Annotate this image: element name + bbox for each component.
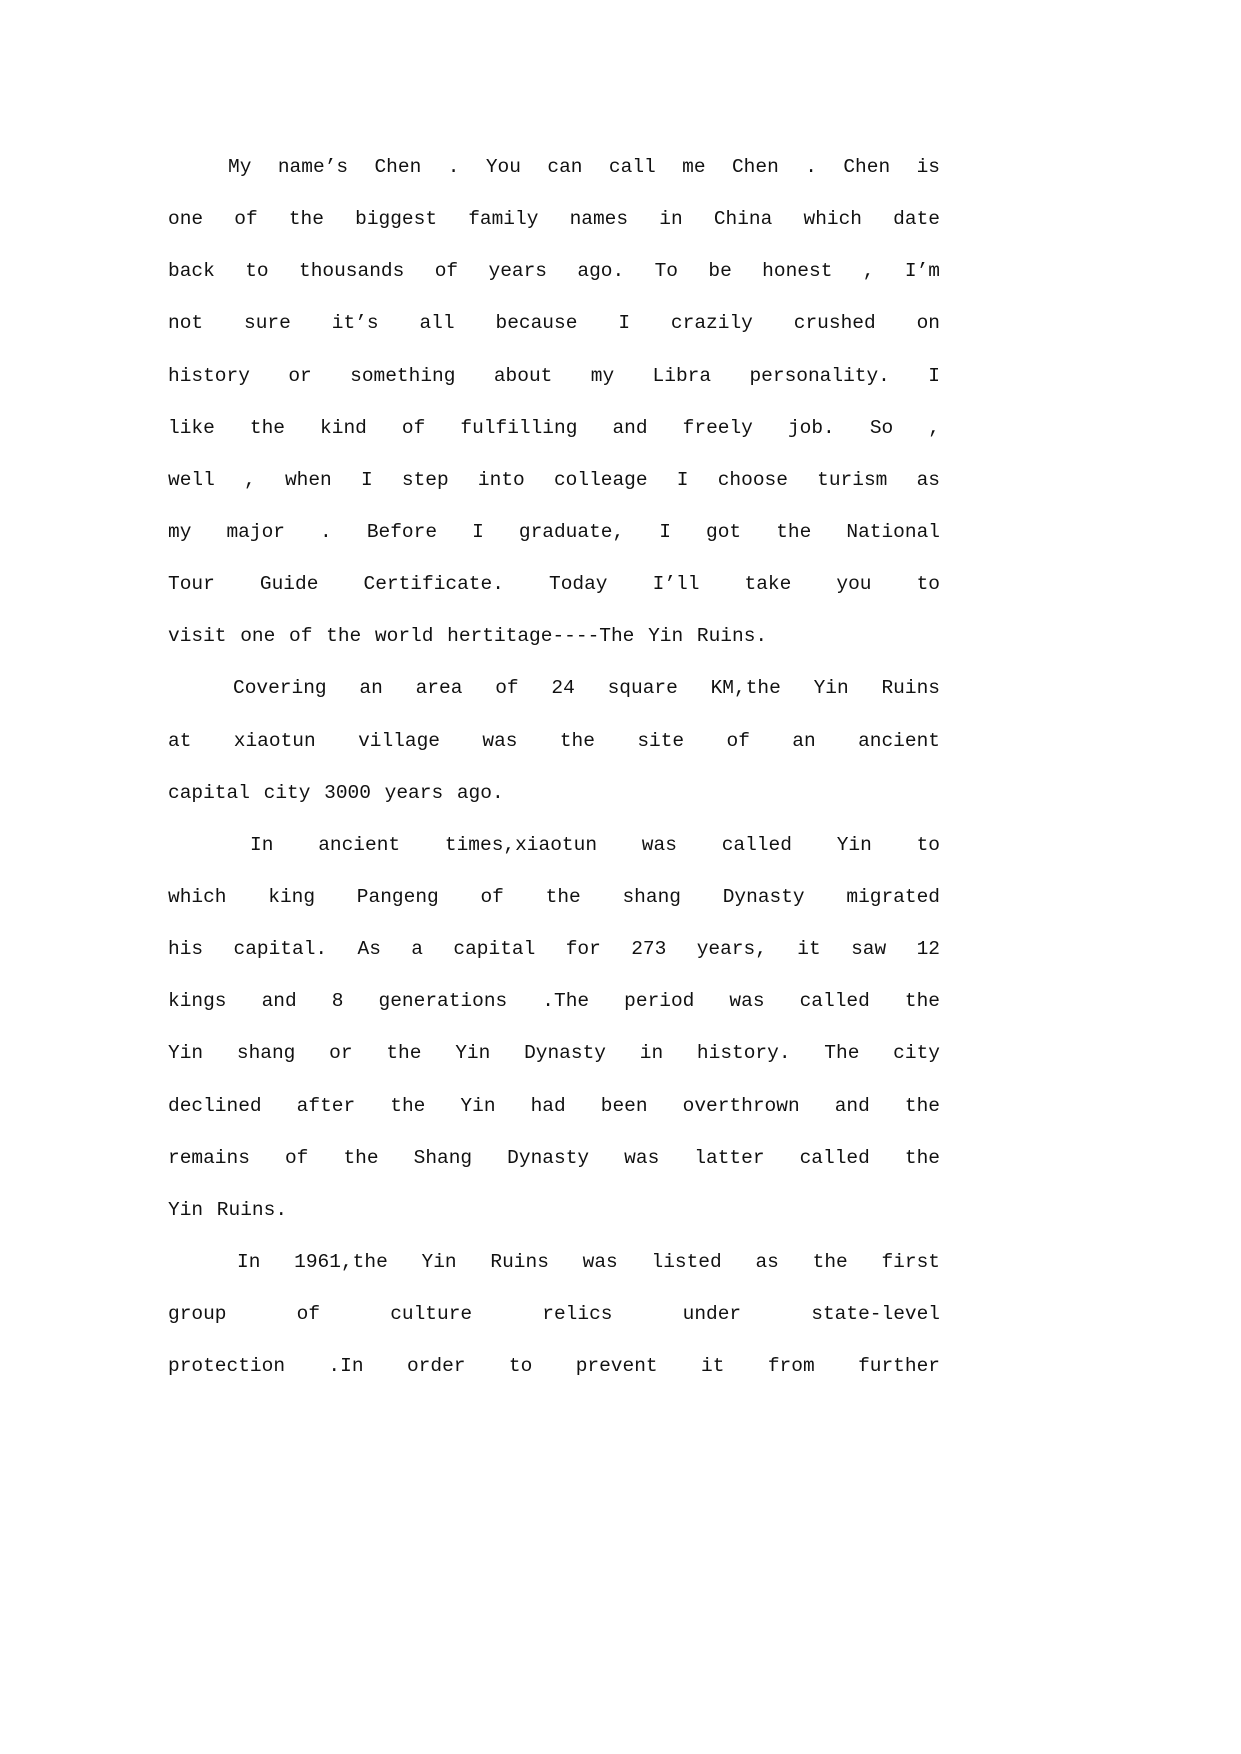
text-line: My name’s Chen . You can call me Chen . Chen is xyxy=(228,156,940,178)
text-line: my major . Before I graduate, I got the National xyxy=(168,520,940,543)
text-line: his capital. As a capital for 273 years, it saw 12 xyxy=(168,938,940,961)
text-line: Yin shang or the Yin Dynasty in history. The city xyxy=(168,1042,940,1065)
paragraph-intro xyxy=(168,150,940,671)
text-line: not sure it’s all because I crazily crushed on xyxy=(168,312,940,335)
text-line: Covering an area of 24 square KM,the Yin Ruins xyxy=(233,677,940,700)
paragraph-area xyxy=(168,671,940,827)
text-line: In 1961,the Yin Ruins was listed as the first xyxy=(237,1250,940,1273)
text-line: In ancient times,xiaotun was called Yin to xyxy=(250,833,940,856)
text-line: one of the biggest family names in China which date xyxy=(168,208,940,231)
text-line: back to thousands of years ago. To be honest , I’m xyxy=(168,260,940,283)
text-line: group of culture relics under state-level xyxy=(168,1303,940,1326)
text-line: visit one of the world hertitage----The Yin Ruins. xyxy=(168,625,768,648)
text-line: remains of the Shang Dynasty was latter called the xyxy=(168,1146,940,1169)
text-line: Yin Ruins. xyxy=(168,1198,288,1221)
text-line: kings and 8 generations .The period was called the xyxy=(168,990,940,1013)
text-line: like the kind of fulfilling and freely job. So , xyxy=(168,416,940,439)
paragraph-history xyxy=(168,828,940,1245)
text-line: capital city 3000 years ago. xyxy=(168,781,504,804)
text-line: well , when I step into colleage I choose turism as xyxy=(168,468,940,491)
text-line: history or something about my Libra personality. I xyxy=(168,364,940,387)
document-page xyxy=(168,150,940,1401)
text-line: declined after the Yin had been overthrown and the xyxy=(168,1094,940,1117)
text-line: at xiaotun village was the site of an ancient xyxy=(168,729,940,752)
text-line: which king Pangeng of the shang Dynasty migrated xyxy=(168,885,940,908)
paragraph-protection xyxy=(168,1245,940,1401)
text-line: protection .In order to prevent it from further xyxy=(168,1355,940,1378)
text-line: Tour Guide Certificate. Today I’ll take you to xyxy=(168,573,940,596)
